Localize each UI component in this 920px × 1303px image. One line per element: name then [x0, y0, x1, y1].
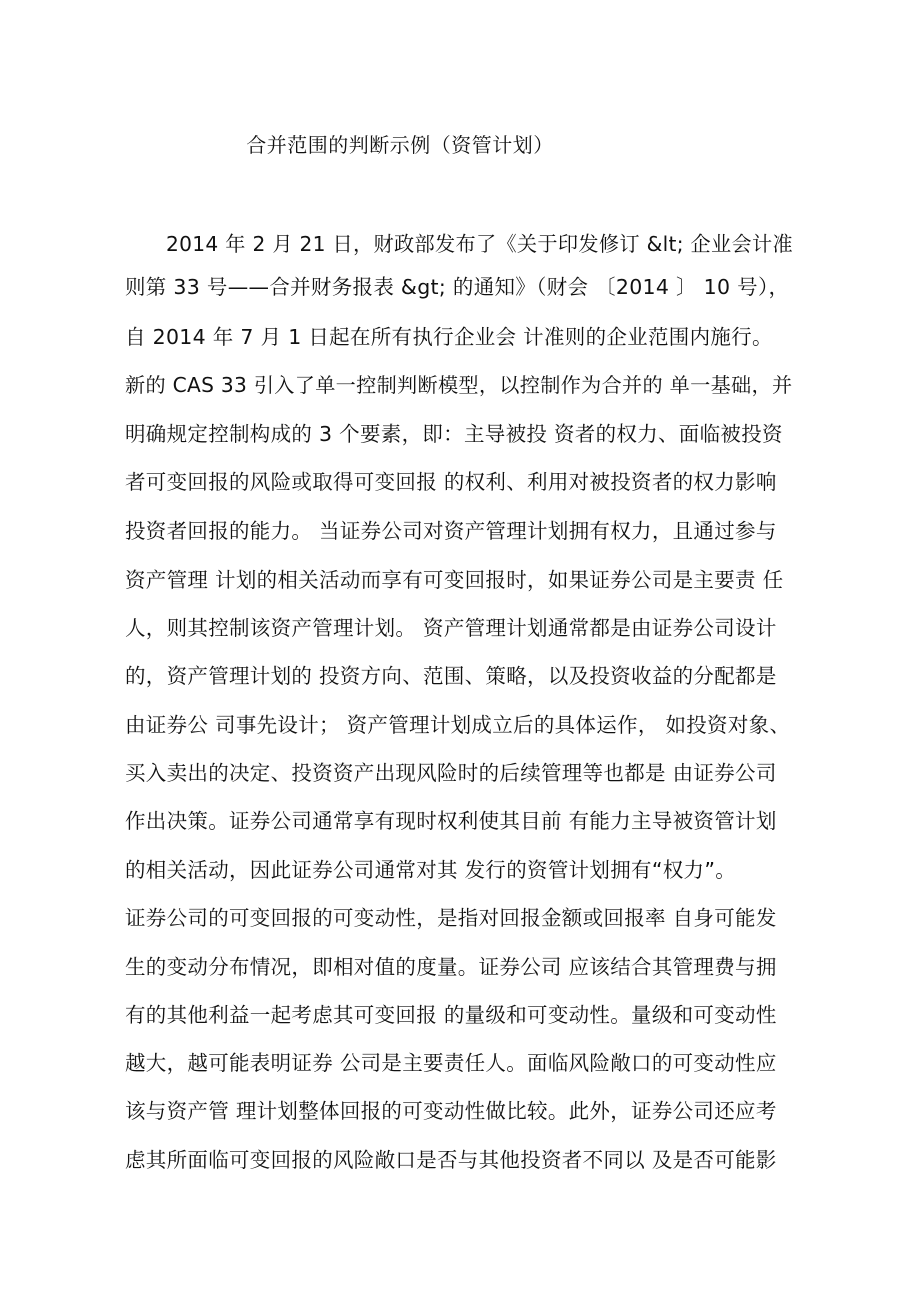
paragraph-line: 的相关活动，因此证券公司通常对其 发行的资管计划拥有“权力”。 — [125, 858, 737, 882]
paragraph-line: 资产管理 计划的相关活动而享有可变回报时，如果证券公司是主要责 任 — [125, 568, 784, 592]
paragraph-line: 自 2014 年 7 月 1 日起在所有执行企业会 计准则的企业范围内施行。 — [125, 325, 773, 349]
paragraph-line: 投资者回报的能力。 当证券公司对资产管理计划拥有权力，且通过参与 — [125, 519, 777, 543]
paragraph-line: 证券公司的可变回报的可变动性，是指对回报金额或回报率 自身可能发 — [125, 906, 777, 930]
paragraph-line: 的，资产管理计划的 投资方向、范围、策略，以及投资收益的分配都是 — [125, 664, 777, 688]
paragraph-line: 虑其所面临可变回报的风险敞口是否与其他投资者不同以 及是否可能影 — [125, 1148, 777, 1172]
paragraph-line: 生的变动分布情况，即相对值的度量。证券公司 应该结合其管理费与拥 — [125, 955, 777, 979]
paragraph-line: 该与资产管 理计划整体回报的可变动性做比较。此外，证券公司还应考 — [125, 1099, 777, 1123]
paragraph-line: 2014 年 2 月 21 日，财政部发布了《关于印发修订 &lt; 企业会计准 — [125, 232, 793, 256]
paragraph-line: 者可变回报的风险或取得可变回报 的权利、利用对被投资者的权力影响 — [125, 470, 777, 494]
paragraph-line: 越大，越可能表明证券 公司是主要责任人。面临风险敞口的可变动性应 — [125, 1051, 777, 1075]
paragraph-line: 买入卖出的决定、投资资产出现风险时的后续管理等也都是 由证券公司 — [125, 761, 777, 785]
paragraph-line: 明确规定控制构成的 3 个要素，即：主导被投 资者的权力、面临被投资 — [125, 422, 783, 446]
paragraph-line: 作出决策。证券公司通常享有现时权利使其目前 有能力主导被资管计划 — [125, 809, 777, 833]
document-title — [0, 130, 920, 160]
paragraph-line: 人，则其控制该资产管理计划。 资产管理计划通常都是由证券公司设计 — [125, 616, 777, 640]
paragraph-line: 有的其他利益一起考虑其可变回报 的量级和可变动性。量级和可变动性 — [125, 1003, 777, 1027]
paragraph-line: 则第 33 号——合并财务报表 &gt; 的通知》（财会 〔2014 〕 10 号）， — [125, 275, 790, 299]
document-title-text: 合并范围的判断示例（资管计划） — [246, 133, 554, 157]
paragraph-line: 由证券公 司事先设计； 资产管理计划成立后的具体运作， 如投资对象、 — [125, 713, 791, 737]
paragraph-line: 新的 CAS 33 引入了单一控制判断模型，以控制作为合并的 单一基础，并 — [125, 373, 793, 397]
